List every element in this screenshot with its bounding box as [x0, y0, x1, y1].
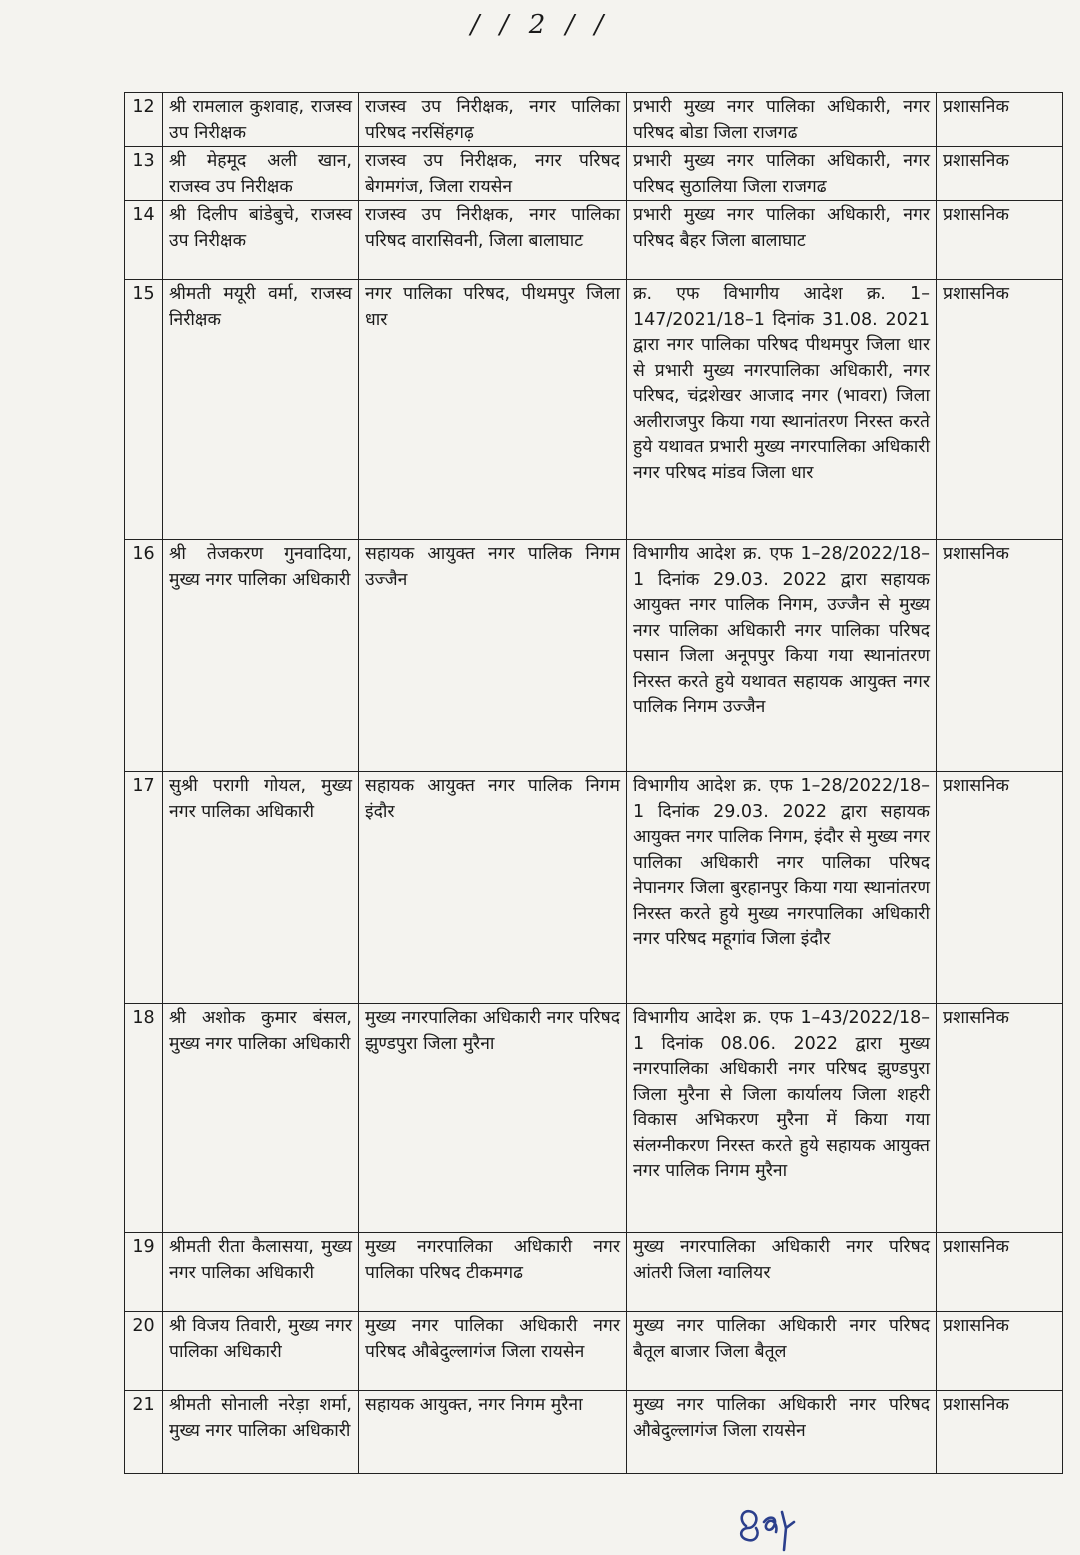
new-posting: विभागीय आदेश क्र. एफ 1–28/2022/18–1 दिनांक 29.03. 2022 द्वारा सहायक आयुक्त नगर पालिक निगम, इंदौर से मुख्य नगर पालिका अधिकारी नगर पालिका परिषद नेपानगर जिला बुरहानपुर किया गया स्थानांतरण निरस्त करते हुये मुख्य नगरपालिका अधिकारी नगर परिषद महूगांव जिला इंदौर — [627, 772, 937, 1004]
current-posting: राजस्व उप निरीक्षक, नगर परिषद बेगमगंज, जिला रायसेन — [359, 147, 627, 201]
current-posting: राजस्व उप निरीक्षक, नगर पालिका परिषद नरसिंहगढ़ — [359, 93, 627, 147]
officer-name: श्रीमती रीता कैलासया, मुख्य नगर पालिका अधिकारी — [163, 1233, 359, 1312]
transfer-reason: प्रशासनिक — [937, 147, 1063, 201]
current-posting: मुख्य नगर पालिका अधिकारी नगर परिषद औबेदुल्लागंज जिला रायसेन — [359, 1312, 627, 1391]
new-posting: मुख्य नगर पालिका अधिकारी नगर परिषद औबेदुल्लागंज जिला रायसेन — [627, 1391, 937, 1474]
new-posting: विभागीय आदेश क्र. एफ 1–43/2022/18–1 दिनांक 08.06. 2022 द्वारा मुख्य नगरपालिका अधिकारी नगर परिषद झुण्डपुरा जिला मुरैना से जिला कार्यालय जिला शहरी विकास अभिकरण मुरैना में किया गया संलग्नीकरण निरस्त करते हुये सहायक आयुक्त नगर पालिक निगम मुरैना — [627, 1004, 937, 1233]
transfer-reason: प्रशासनिक — [937, 772, 1063, 1004]
new-posting: प्रभारी मुख्य नगर पालिका अधिकारी, नगर परिषद बोडा जिला राजगढ — [627, 93, 937, 147]
transfer-reason: प्रशासनिक — [937, 201, 1063, 280]
new-posting: क्र. एफ विभागीय आदेश क्र. 1–147/2021/18–1 दिनांक 31.08. 2021 द्वारा नगर पालिका परिषद पीथमपुर जिला धार से प्रभारी मुख्य नगरपालिका अधिकारी, नगर परिषद, चंद्रशेखर आजाद नगर (भावरा) जिला अलीराजपुर किया गया स्थानांतरण निरस्त करते हुये यथावत प्रभारी मुख्य नगरपालिका अधिकारी नगर परिषद मांडव जिला धार — [627, 280, 937, 540]
table-row — [125, 147, 1063, 201]
table-row — [125, 280, 1063, 540]
table-row — [125, 1004, 1063, 1233]
table-row — [125, 201, 1063, 280]
transfer-reason: प्रशासनिक — [937, 1312, 1063, 1391]
serial-number: 12 — [125, 93, 163, 147]
serial-number: 16 — [125, 540, 163, 772]
officer-name: सुश्री परागी गोयल, मुख्य नगर पालिका अधिकारी — [163, 772, 359, 1004]
new-posting: प्रभारी मुख्य नगर पालिका अधिकारी, नगर परिषद बैहर जिला बालाघाट — [627, 201, 937, 280]
current-posting: नगर पालिका परिषद, पीथमपुर जिला धार — [359, 280, 627, 540]
transfer-reason: प्रशासनिक — [937, 1391, 1063, 1474]
serial-number: 18 — [125, 1004, 163, 1233]
officer-name: श्री अशोक कुमार बंसल, मुख्य नगर पालिका अधिकारी — [163, 1004, 359, 1233]
serial-number: 17 — [125, 772, 163, 1004]
serial-number: 15 — [125, 280, 163, 540]
table-row — [125, 772, 1063, 1004]
officer-name: श्री विजय तिवारी, मुख्य नगर पालिका अधिकारी — [163, 1312, 359, 1391]
transfer-reason: प्रशासनिक — [937, 1233, 1063, 1312]
transfer-table — [124, 92, 1063, 1474]
serial-number: 14 — [125, 201, 163, 280]
table-row — [125, 1233, 1063, 1312]
new-posting: मुख्य नगरपालिका अधिकारी नगर परिषद आंतरी जिला ग्वालियर — [627, 1233, 937, 1312]
officer-name: श्री मेहमूद अली खान, राजस्व उप निरीक्षक — [163, 147, 359, 201]
new-posting: मुख्य नगर पालिका अधिकारी नगर परिषद बैतूल बाजार जिला बैतूल — [627, 1312, 937, 1391]
page-number: / / 2 / / — [470, 10, 610, 40]
officer-name: श्री दिलीप बांडेबुचे, राजस्व उप निरीक्षक — [163, 201, 359, 280]
current-posting: राजस्व उप निरीक्षक, नगर पालिका परिषद वारासिवनी, जिला बालाघाट — [359, 201, 627, 280]
current-posting: मुख्य नगरपालिका अधिकारी नगर पालिका परिषद टीकमगढ — [359, 1233, 627, 1312]
new-posting: प्रभारी मुख्य नगर पालिका अधिकारी, नगर परिषद सुठालिया जिला राजगढ — [627, 147, 937, 201]
transfer-reason: प्रशासनिक — [937, 1004, 1063, 1233]
serial-number: 19 — [125, 1233, 163, 1312]
new-posting: विभागीय आदेश क्र. एफ 1–28/2022/18–1 दिनांक 29.03. 2022 द्वारा सहायक आयुक्त नगर पालिक निगम, उज्जैन से मुख्य नगर पालिका अधिकारी नगर पालिका परिषद पसान जिला अनूपपुर किया गया स्थानांतरण निरस्त करते हुये यथावत सहायक आयुक्त नगर पालिक निगम उज्जैन — [627, 540, 937, 772]
table-row — [125, 93, 1063, 147]
transfer-reason: प्रशासनिक — [937, 280, 1063, 540]
serial-number: 21 — [125, 1391, 163, 1474]
current-posting: सहायक आयुक्त नगर पालिक निगम उज्जैन — [359, 540, 627, 772]
current-posting: सहायक आयुक्त नगर पालिक निगम इंदौर — [359, 772, 627, 1004]
handwritten-initials — [734, 1498, 804, 1554]
officer-name: श्री रामलाल कुशवाह, राजस्व उप निरीक्षक — [163, 93, 359, 147]
serial-number: 13 — [125, 147, 163, 201]
officer-name: श्रीमती मयूरी वर्मा, राजस्व निरीक्षक — [163, 280, 359, 540]
current-posting: मुख्य नगरपालिका अधिकारी नगर परिषद झुण्डपुरा जिला मुरैना — [359, 1004, 627, 1233]
table-row — [125, 540, 1063, 772]
transfer-reason: प्रशासनिक — [937, 540, 1063, 772]
current-posting: सहायक आयुक्त, नगर निगम मुरैना — [359, 1391, 627, 1474]
table-row — [125, 1312, 1063, 1391]
officer-name: श्रीमती सोनाली नरेड़ा शर्मा, मुख्य नगर पालिका अधिकारी — [163, 1391, 359, 1474]
officer-name: श्री तेजकरण गुनवादिया, मुख्य नगर पालिका अधिकारी — [163, 540, 359, 772]
serial-number: 20 — [125, 1312, 163, 1391]
table-row — [125, 1391, 1063, 1474]
transfer-reason: प्रशासनिक — [937, 93, 1063, 147]
